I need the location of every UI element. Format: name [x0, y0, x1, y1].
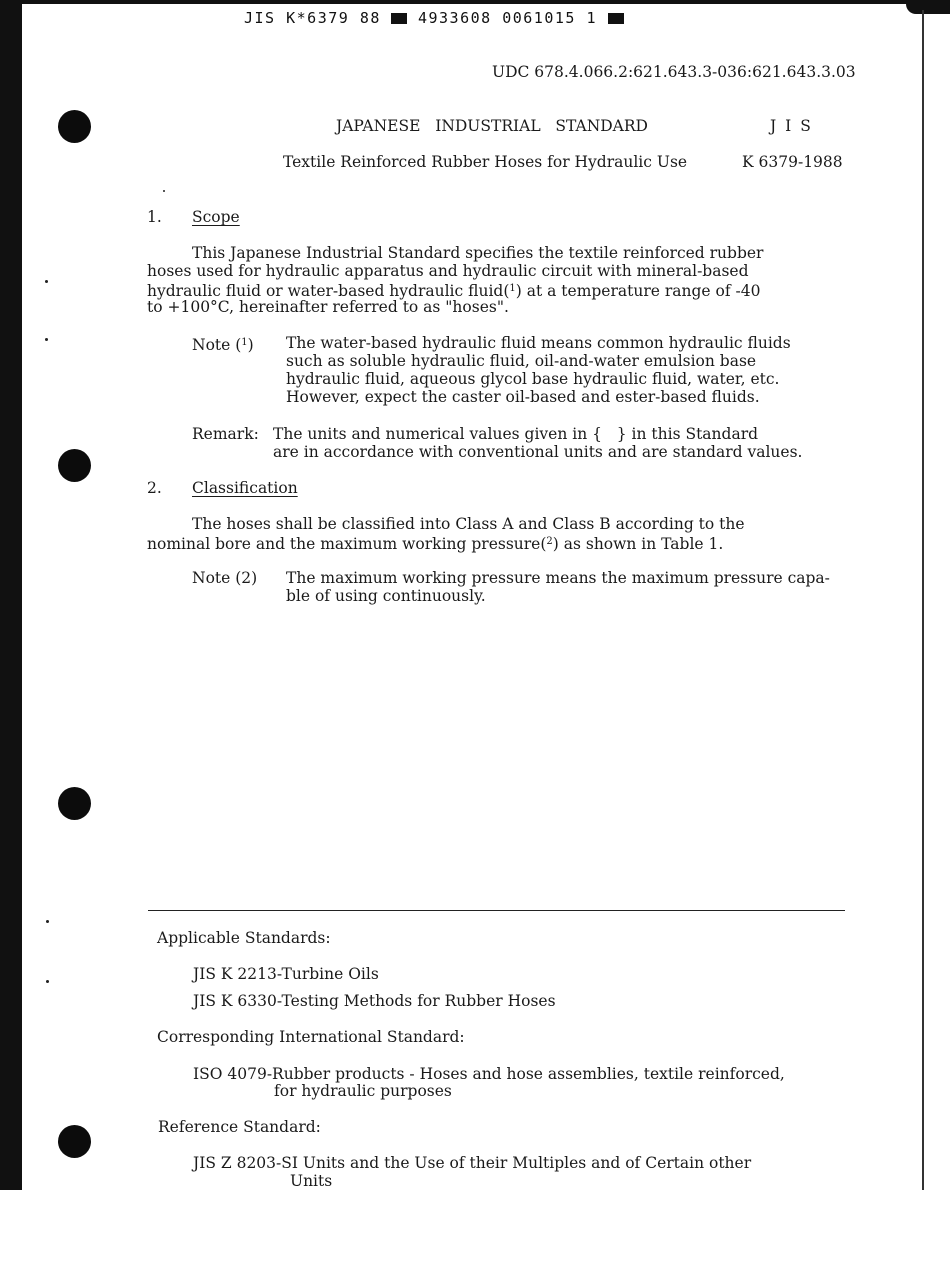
note-mark: 1 — [241, 337, 248, 348]
note-label — [192, 334, 254, 354]
remark-line: are in accordance with conventional units and are standard values. — [273, 443, 803, 461]
international-standard-line: ISO 4079-Rubber products - Hoses and hose assemblies, textile reinforced, — [193, 1065, 785, 1083]
redaction-block — [391, 13, 407, 24]
section-title: Scope — [192, 208, 240, 226]
note-line: The maximum working pressure means the maximum pressure capa- — [286, 569, 830, 587]
binder-hole — [58, 1125, 91, 1158]
paragraph-line: to +100°C, hereinafter referred to as "hoses". — [147, 298, 509, 316]
standard-org: JAPANESE INDUSTRIAL STANDARD — [336, 117, 648, 135]
udc-number: UDC 678.4.066.2:621.643.3-036:621.643.3.03 — [492, 63, 856, 81]
note-line: such as soluble hydraulic fluid, oil-and-water emulsion base — [286, 352, 757, 370]
scan-speck — [163, 190, 165, 192]
international-standard-heading: Corresponding International Standard: — [157, 1028, 465, 1046]
document-code-part2: 4933608 0061015 1 — [417, 9, 597, 27]
redaction-block — [608, 13, 624, 24]
reference-standard-line: Units — [290, 1172, 333, 1190]
binder-hole — [58, 449, 91, 482]
document-title: Textile Reinforced Rubber Hoses for Hydraulic Use — [283, 153, 688, 171]
reference-standard-line: JIS Z 8203-SI Units and the Use of their Multiples and of Certain other — [193, 1154, 752, 1172]
reference-standard-heading: Reference Standard: — [158, 1118, 321, 1136]
paragraph-text: ) as shown in Table 1. — [552, 535, 724, 553]
remark-line: The units and numerical values given in { } in this Standard — [273, 425, 759, 443]
note-line: hydraulic fluid, aqueous glycol base hydraulic fluid, water, etc. — [286, 370, 780, 388]
scan-edge-corner — [906, 0, 950, 14]
scan-speck — [46, 920, 49, 923]
footnote-mark: 2 — [546, 536, 553, 547]
note-line: ble of using continuously. — [286, 587, 486, 605]
paragraph-line: This Japanese Industrial Standard specifies the textile reinforced rubber — [192, 244, 764, 262]
document-code-line — [244, 9, 624, 27]
paragraph-text: nominal bore and the maximum working pressure( — [147, 535, 547, 553]
paragraph-text: hydraulic fluid or water-based hydraulic fluid( — [147, 282, 510, 300]
paragraph-line — [147, 533, 723, 553]
section-title: Classification — [192, 479, 298, 497]
applicable-standard-item: JIS K 2213-Turbine Oils — [193, 965, 379, 983]
applicable-standard-item: JIS K 6330-Testing Methods for Rubber Hoses — [193, 992, 556, 1010]
paragraph-text: ) at a temperature range of -40 — [515, 282, 761, 300]
note-label-text: Note ( — [192, 336, 242, 354]
binder-hole — [58, 787, 91, 820]
binder-hole — [58, 110, 91, 143]
scan-speck — [46, 980, 49, 983]
note-line: The water-based hydraulic fluid means common hydraulic fluids — [286, 334, 791, 352]
footnote-mark: 1 — [509, 283, 516, 294]
document-number: K 6379-1988 — [742, 153, 843, 171]
scan-speck — [45, 280, 48, 283]
jis-mark: J I S — [770, 117, 813, 135]
applicable-standards-heading: Applicable Standards: — [157, 929, 331, 947]
paragraph-line: hoses used for hydraulic apparatus and hydraulic circuit with mineral-based — [147, 262, 749, 280]
document-code-part1: JIS K*6379 88 — [244, 9, 381, 27]
international-standard-line: for hydraulic purposes — [274, 1082, 452, 1100]
horizontal-rule — [148, 910, 845, 911]
note-label-close: ) — [247, 336, 254, 354]
scan-speck — [45, 338, 48, 341]
section-number: 2. — [147, 479, 162, 497]
scan-edge-top — [0, 0, 950, 4]
note-line: However, expect the caster oil-based and ester-based fluids. — [286, 388, 760, 406]
scan-edge-right — [922, 10, 924, 1190]
paragraph-line — [147, 280, 760, 300]
scan-edge-left — [0, 0, 22, 1190]
note-label: Note (2) — [192, 569, 258, 587]
section-number: 1. — [147, 208, 162, 226]
remark-label: Remark: — [192, 425, 259, 443]
paragraph-line: The hoses shall be classified into Class A and Class B according to the — [192, 515, 745, 533]
